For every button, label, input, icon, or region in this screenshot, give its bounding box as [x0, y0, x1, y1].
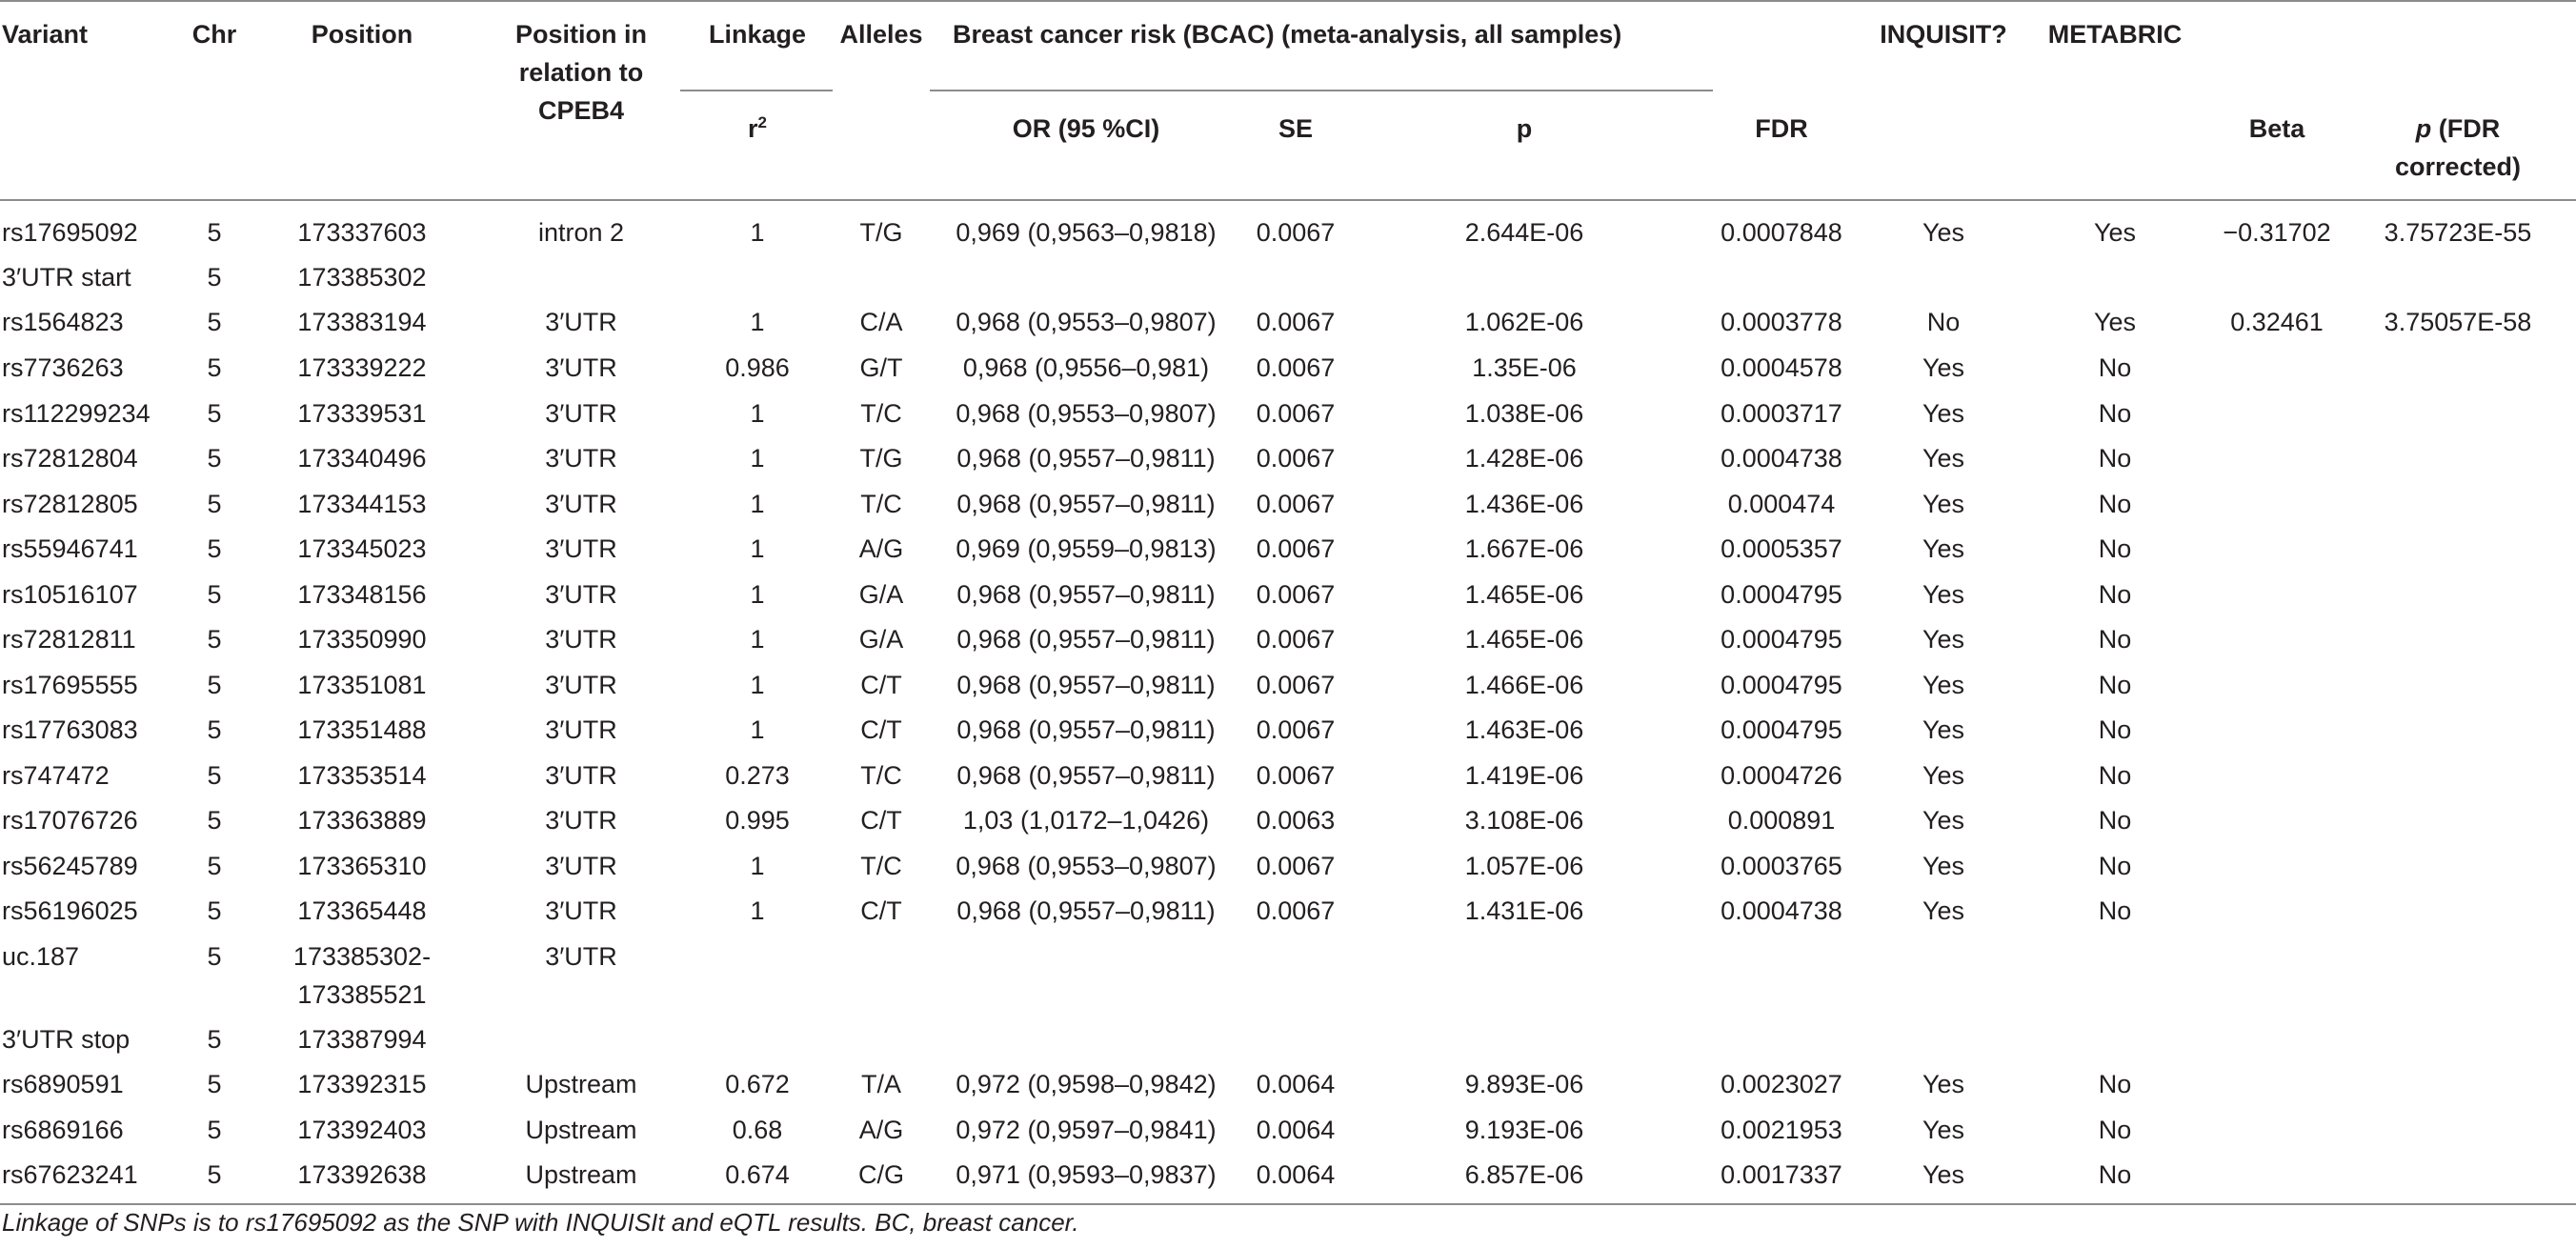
cell-se: 0.0064 [1256, 1160, 1336, 1189]
cell-chr: 5 [207, 896, 222, 925]
cell-r2: 1 [750, 490, 765, 518]
cell-fdr: 0.0004726 [1721, 761, 1842, 790]
cell-chr: 5 [207, 852, 222, 880]
cell-p: 1.466E-06 [1464, 671, 1584, 699]
cell-fdr: 0.0021953 [1721, 1116, 1842, 1144]
cell-variant: rs10516107 [2, 580, 138, 609]
cell-pos-rel: 3′UTR [545, 942, 617, 971]
cell-metabric: No [2098, 1070, 2132, 1098]
cell-position: 173350990 [297, 625, 427, 654]
cell-p: 1.667E-06 [1464, 534, 1584, 563]
cell-inquisit: Yes [1922, 399, 1965, 428]
cell-or: 0,968 (0,9557–0,9811) [956, 580, 1216, 609]
cell-or: 0,968 (0,9557–0,9811) [956, 761, 1216, 790]
cell-position: 173392638 [297, 1160, 427, 1189]
cell-alleles: C/T [860, 715, 902, 744]
header-chr: Chr [191, 20, 237, 49]
cell-chr: 5 [207, 1025, 222, 1054]
cell-fdr: 0.0004795 [1721, 625, 1842, 654]
header-bcac: Breast cancer risk (BCAC) (meta-analysis, all samples) [953, 20, 1622, 49]
cell-or: 0,968 (0,9557–0,9811) [956, 490, 1216, 518]
cell-chr: 5 [207, 1116, 222, 1144]
cell-alleles: T/C [860, 399, 902, 428]
cell-fdr: 0.0004738 [1721, 444, 1842, 473]
cell-r2: 1 [750, 218, 765, 247]
cell-p: 9.193E-06 [1464, 1116, 1584, 1144]
cell-position: 173351081 [297, 671, 427, 699]
cell-fdr: 0.0003717 [1721, 399, 1842, 428]
cell-position: 173339222 [297, 353, 427, 382]
cell-metabric: No [2098, 896, 2132, 925]
cell-pos-rel: 3′UTR [545, 852, 617, 880]
cell-p: 1.436E-06 [1464, 490, 1584, 518]
cell-variant: rs7736263 [2, 353, 124, 382]
cell-alleles: G/A [858, 625, 904, 654]
header-p-fdr-corrected [2372, 110, 2544, 186]
cell-chr: 5 [207, 671, 222, 699]
header-inquisit: INQUISIT? [1880, 20, 2007, 49]
cell-metabric: No [2098, 806, 2132, 835]
cell-alleles: C/T [860, 896, 902, 925]
cell-r2: 1 [750, 896, 765, 925]
cell-or: 0,971 (0,9593–0,9837) [956, 1160, 1217, 1189]
cell-inquisit: Yes [1922, 1116, 1965, 1144]
header-beta: Beta [2248, 114, 2305, 143]
cell-chr: 5 [207, 444, 222, 473]
cell-p: 1.431E-06 [1464, 896, 1584, 925]
cell-position: 173344153 [297, 490, 427, 518]
cell-variant: rs56196025 [2, 896, 138, 925]
cell-r2: 0.68 [732, 1116, 783, 1144]
table-footnote: Linkage of SNPs is to rs17695092 as the SNP with INQUISIt and eQTL results. BC, breast cancer. [2, 1208, 1079, 1237]
cell-variant: rs17695555 [2, 671, 138, 699]
cell-fdr: 0.0004738 [1721, 896, 1842, 925]
cell-inquisit: Yes [1922, 1070, 1965, 1098]
cell-metabric: No [2098, 671, 2132, 699]
cell-p: 1.057E-06 [1464, 852, 1584, 880]
cell-pos-rel: intron 2 [537, 218, 625, 247]
cell-chr: 5 [207, 715, 222, 744]
cell-or: 0,968 (0,9557–0,9811) [956, 444, 1216, 473]
cell-position: 173340496 [297, 444, 427, 473]
cell-se: 0.0067 [1256, 444, 1336, 473]
cell-r2: 1 [750, 534, 765, 563]
cell-r2: 1 [750, 625, 765, 654]
cell-fdr: 0.0017337 [1721, 1160, 1842, 1189]
cell-p: 1.038E-06 [1464, 399, 1584, 428]
bcac-subrule [930, 90, 1713, 91]
cell-inquisit: Yes [1922, 353, 1965, 382]
cell-inquisit: Yes [1922, 1160, 1965, 1189]
cell-chr: 5 [207, 534, 222, 563]
cell-chr: 5 [207, 1070, 222, 1098]
cell-chr: 5 [207, 580, 222, 609]
cell-se: 0.0064 [1256, 1116, 1336, 1144]
cell-variant: rs17763083 [2, 715, 138, 744]
cell-position: 173365310 [297, 852, 427, 880]
cell-position: 173387994 [297, 1025, 427, 1054]
cell-metabric: No [2098, 1160, 2132, 1189]
cell-metabric: No [2098, 1116, 2132, 1144]
cell-se: 0.0067 [1256, 715, 1336, 744]
cell-fdr: 0.0007848 [1721, 218, 1842, 247]
bottom-rule [0, 1203, 2576, 1205]
cell-alleles: G/A [858, 580, 904, 609]
cell-r2: 0.995 [725, 806, 790, 835]
cell-p: 3.108E-06 [1464, 806, 1584, 835]
cell-chr: 5 [207, 625, 222, 654]
cell-alleles: T/C [860, 852, 902, 880]
cell-inquisit: Yes [1922, 806, 1965, 835]
header-p-fdr-italic: p [2415, 114, 2432, 143]
top-rule [0, 0, 2576, 2]
linkage-subrule [680, 90, 833, 91]
cell-p: 9.893E-06 [1464, 1070, 1584, 1098]
cell-metabric: No [2098, 399, 2132, 428]
cell-r2: 0.986 [725, 353, 790, 382]
cell-pos-rel: 3′UTR [545, 896, 617, 925]
header-r2-sup: 2 [757, 113, 767, 131]
cell-position: 173383194 [297, 308, 427, 336]
cell-alleles: T/C [860, 490, 902, 518]
cell-or: 0,968 (0,9556–0,981) [962, 353, 1210, 382]
header-variant: Variant [2, 20, 89, 49]
cell-position: 173337603 [297, 218, 427, 247]
cell-variant: rs6869166 [2, 1116, 124, 1144]
cell-chr: 5 [207, 761, 222, 790]
cell-r2: 1 [750, 308, 765, 336]
cell-position: 173363889 [297, 806, 427, 835]
cell-or: 0,968 (0,9557–0,9811) [956, 896, 1216, 925]
cell-se: 0.0067 [1256, 353, 1336, 382]
cell-chr: 5 [207, 218, 222, 247]
cell-fdr: 0.0004578 [1721, 353, 1842, 382]
header-p-fdr-rest: (FDR corrected) [2394, 114, 2522, 181]
cell-position: 173348156 [297, 580, 427, 609]
cell-p: 1.465E-06 [1464, 580, 1584, 609]
cell-variant: rs72812805 [2, 490, 138, 518]
header-p: p [1516, 114, 1533, 143]
cell-pos-rel: 3′UTR [545, 625, 617, 654]
cell-pos-rel: 3′UTR [545, 353, 617, 382]
cell-inquisit: Yes [1922, 490, 1965, 518]
cell-metabric: No [2098, 490, 2132, 518]
cell-alleles: A/G [858, 1116, 904, 1144]
cell-pos-rel: 3′UTR [545, 580, 617, 609]
cell-se: 0.0067 [1256, 580, 1336, 609]
cell-se: 0.0067 [1256, 399, 1336, 428]
cell-or: 0,968 (0,9557–0,9811) [956, 715, 1216, 744]
cell-alleles: C/G [857, 1160, 904, 1189]
cell-inquisit: Yes [1922, 715, 1965, 744]
cell-pos-rel: 3′UTR [545, 534, 617, 563]
cell-or: 0,972 (0,9597–0,9841) [956, 1116, 1217, 1144]
cell-inquisit: Yes [1922, 580, 1965, 609]
cell-variant: 3′UTR start [2, 263, 131, 292]
cell-variant: rs1564823 [2, 308, 124, 336]
cell-position: 173339531 [297, 399, 427, 428]
cell-r2: 1 [750, 444, 765, 473]
cell-inquisit: No [1926, 308, 1961, 336]
cell-r2: 1 [750, 852, 765, 880]
cell-r2: 1 [750, 399, 765, 428]
header-alleles: Alleles [839, 20, 923, 49]
cell-metabric: No [2098, 580, 2132, 609]
cell-se: 0.0067 [1256, 308, 1336, 336]
cell-variant: rs747472 [2, 761, 110, 790]
cell-pfdr: 3.75723E-55 [2384, 218, 2532, 247]
cell-position: 173392315 [297, 1070, 427, 1098]
cell-variant: rs55946741 [2, 534, 138, 563]
cell-pos-rel: 3′UTR [545, 671, 617, 699]
cell-variant: rs72812804 [2, 444, 138, 473]
cell-pos-rel: 3′UTR [545, 806, 617, 835]
cell-alleles: A/G [858, 534, 904, 563]
cell-alleles: T/A [860, 1070, 901, 1098]
cell-or: 0,968 (0,9553–0,9807) [956, 308, 1217, 336]
cell-chr: 5 [207, 263, 222, 292]
cell-variant: rs17076726 [2, 806, 138, 835]
cell-metabric: No [2098, 444, 2132, 473]
cell-inquisit: Yes [1922, 671, 1965, 699]
cell-chr: 5 [207, 399, 222, 428]
cell-p: 6.857E-06 [1464, 1160, 1584, 1189]
cell-chr: 5 [207, 490, 222, 518]
cell-variant: rs112299234 [2, 399, 151, 428]
cell-fdr: 0.0004795 [1721, 580, 1842, 609]
cell-fdr: 0.0004795 [1721, 671, 1842, 699]
cell-inquisit: Yes [1922, 896, 1965, 925]
cell-metabric: No [2098, 761, 2132, 790]
header-r2 [681, 110, 834, 148]
cell-or: 0,968 (0,9557–0,9811) [956, 671, 1216, 699]
cell-r2: 0.674 [725, 1160, 790, 1189]
cell-se: 0.0064 [1256, 1070, 1336, 1098]
header-bottom-rule [0, 199, 2576, 201]
cell-position: 173351488 [297, 715, 427, 744]
header-metabric: METABRIC [2047, 20, 2183, 49]
cell-se: 0.0067 [1256, 761, 1336, 790]
header-position: Position [311, 20, 413, 49]
cell-or: 0,968 (0,9553–0,9807) [956, 852, 1217, 880]
cell-or: 0,969 (0,9563–0,9818) [956, 218, 1217, 247]
cell-chr: 5 [207, 806, 222, 835]
cell-fdr: 0.000474 [1727, 490, 1836, 518]
cell-beta: −0.31702 [2223, 218, 2331, 247]
cell-r2: 1 [750, 715, 765, 744]
cell-p: 1.062E-06 [1464, 308, 1584, 336]
cell-or: 0,972 (0,9598–0,9842) [956, 1070, 1217, 1098]
cell-se: 0.0067 [1256, 490, 1336, 518]
cell-alleles: T/G [859, 444, 903, 473]
cell-pos-rel: 3′UTR [545, 761, 617, 790]
cell-r2: 0.273 [725, 761, 790, 790]
cell-fdr: 0.0004795 [1721, 715, 1842, 744]
cell-r2: 1 [750, 580, 765, 609]
cell-variant: rs6890591 [2, 1070, 124, 1098]
header-fdr: FDR [1755, 114, 1808, 143]
cell-chr: 5 [207, 308, 222, 336]
cell-alleles: C/A [859, 308, 903, 336]
cell-chr: 5 [207, 1160, 222, 1189]
cell-pos-rel: Upstream [525, 1116, 637, 1144]
header-r2-base: r [748, 114, 758, 143]
cell-se: 0.0067 [1256, 896, 1336, 925]
cell-metabric: Yes [2093, 308, 2137, 336]
cell-variant: 3′UTR stop [2, 1025, 131, 1054]
cell-or: 0,968 (0,9553–0,9807) [956, 399, 1217, 428]
cell-p: 1.35E-06 [1472, 353, 1577, 382]
cell-se: 0.0067 [1256, 534, 1336, 563]
cell-pos-rel: 3′UTR [545, 444, 617, 473]
cell-p: 1.463E-06 [1464, 715, 1584, 744]
cell-pos-rel: 3′UTR [545, 715, 617, 744]
cell-variant: rs56245789 [2, 852, 138, 880]
cell-metabric: Yes [2093, 218, 2137, 247]
cell-se: 0.0067 [1256, 852, 1336, 880]
cell-pos-rel: 3′UTR [545, 308, 617, 336]
cell-fdr: 0.0005357 [1721, 534, 1842, 563]
cell-se: 0.0067 [1256, 625, 1336, 654]
header-or: OR (95 %CI) [1012, 114, 1160, 143]
cell-p: 1.419E-06 [1464, 761, 1584, 790]
cell-alleles: T/G [859, 218, 903, 247]
header-linkage: Linkage [708, 20, 807, 49]
cell-inquisit: Yes [1922, 625, 1965, 654]
cell-inquisit: Yes [1922, 218, 1965, 247]
cell-position: 173392403 [297, 1116, 427, 1144]
cell-position: 173385302-173385521 [292, 942, 432, 1009]
cell-r2: 0.672 [725, 1070, 790, 1098]
cell-chr: 5 [207, 942, 222, 971]
cell-alleles: C/T [860, 806, 902, 835]
cell-r2: 1 [750, 671, 765, 699]
cell-pfdr: 3.75057E-58 [2384, 308, 2532, 336]
cell-pos-rel: 3′UTR [545, 490, 617, 518]
cell-or: 0,969 (0,9559–0,9813) [956, 534, 1217, 563]
cell-variant: uc.187 [2, 942, 80, 971]
cell-se: 0.0067 [1256, 218, 1336, 247]
header-position-relation: Position in relation to CPEB4 [515, 20, 647, 125]
cell-alleles: T/C [860, 761, 902, 790]
cell-position: 173365448 [297, 896, 427, 925]
cell-chr: 5 [207, 353, 222, 382]
cell-metabric: No [2098, 353, 2132, 382]
cell-pos-rel: Upstream [525, 1160, 637, 1189]
header-se: SE [1278, 114, 1314, 143]
cell-position: 173385302 [297, 263, 427, 292]
cell-variant: rs67623241 [2, 1160, 138, 1189]
cell-inquisit: Yes [1922, 852, 1965, 880]
cell-p: 1.428E-06 [1464, 444, 1584, 473]
cell-or: 1,03 (1,0172–1,0426) [962, 806, 1210, 835]
cell-alleles: C/T [860, 671, 902, 699]
cell-se: 0.0067 [1256, 671, 1336, 699]
cell-fdr: 0.0003778 [1721, 308, 1842, 336]
cell-inquisit: Yes [1922, 444, 1965, 473]
cell-fdr: 0.000891 [1727, 806, 1836, 835]
cell-metabric: No [2098, 715, 2132, 744]
cell-variant: rs17695092 [2, 218, 138, 247]
cell-position: 173353514 [297, 761, 427, 790]
cell-fdr: 0.0003765 [1721, 852, 1842, 880]
cell-fdr: 0.0023027 [1721, 1070, 1842, 1098]
cell-or: 0,968 (0,9557–0,9811) [956, 625, 1216, 654]
cell-pos-rel: 3′UTR [545, 399, 617, 428]
cell-variant: rs72812811 [2, 625, 136, 654]
cell-metabric: No [2098, 852, 2132, 880]
cell-p: 2.644E-06 [1464, 218, 1584, 247]
cell-metabric: No [2098, 625, 2132, 654]
cell-pos-rel: Upstream [525, 1070, 637, 1098]
cell-position: 173345023 [297, 534, 427, 563]
cell-metabric: No [2098, 534, 2132, 563]
cell-alleles: G/T [859, 353, 903, 382]
cell-se: 0.0063 [1256, 806, 1336, 835]
cell-inquisit: Yes [1922, 534, 1965, 563]
cell-p: 1.465E-06 [1464, 625, 1584, 654]
cell-inquisit: Yes [1922, 761, 1965, 790]
cell-beta: 0.32461 [2230, 308, 2324, 336]
